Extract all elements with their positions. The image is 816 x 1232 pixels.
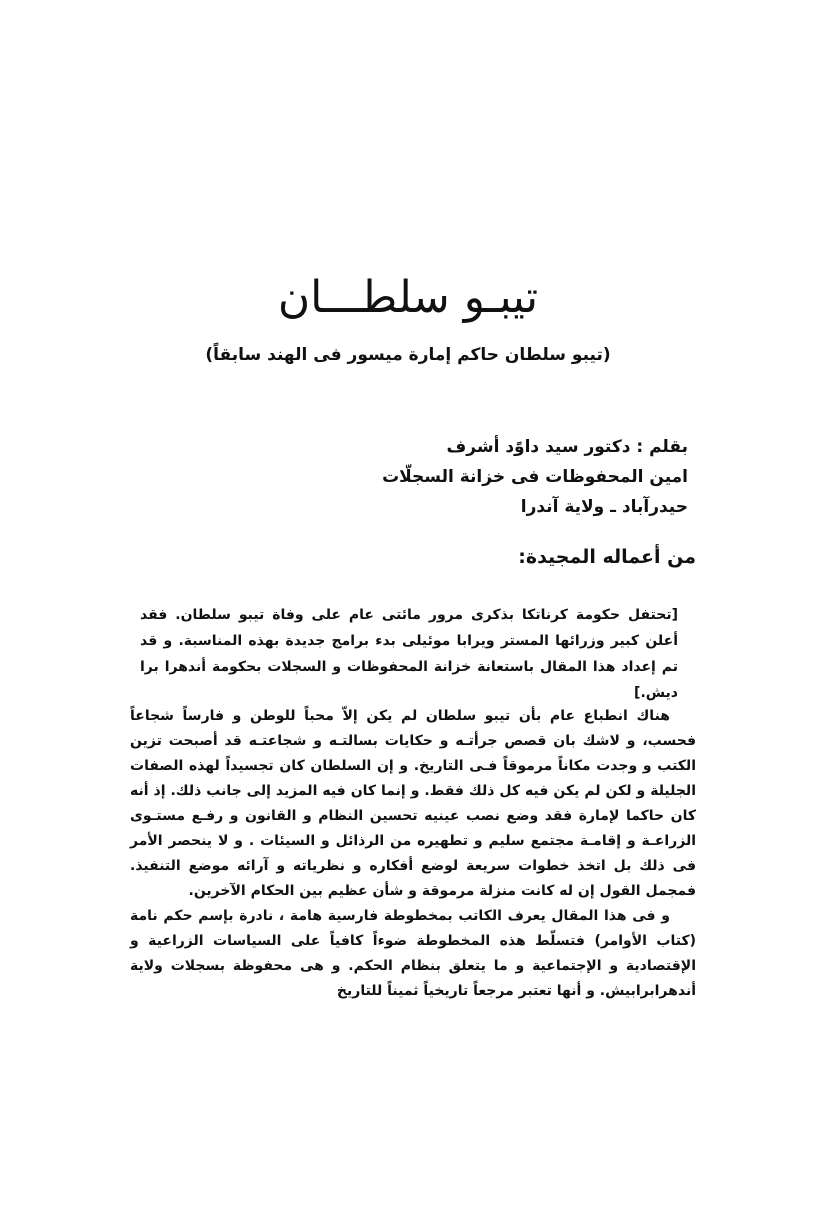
section-heading: من أعماله المجيدة: bbox=[518, 546, 696, 568]
body-text bbox=[130, 704, 696, 1004]
author-location: حيدرآباد ـ ولاية آندرا bbox=[520, 497, 688, 517]
article-title: تيبـو سلطـــان bbox=[277, 272, 539, 323]
article-subtitle: (تيبو سلطان حاكم إمارة ميسور فى الهند سابقاً) bbox=[205, 345, 611, 365]
author-position: امين المحفوظات فى خزانة السجلّات bbox=[382, 467, 688, 487]
author-name: بقلم : دكتور سيد داوًد أشرف bbox=[446, 437, 688, 457]
author-block bbox=[382, 432, 688, 522]
body-paragraph-2: و فى هذا المقال يعرف الكاتب بمخطوطة فارسية هامة ، نادرة بإسم حكم نامة (كتاب الأوامر) فتسلّط هذه المخطوطة ضوءاً كافياً على السياسات الزراعية و الإقتصادية و الإجتماعية و ما يتعلق بنظام الحكم. و هى محفوظة بسجلات ولاية أندهرابرابيش. و أنها تعتبر مرجعاً تاريخياً ثميناً للتاريخ bbox=[130, 908, 696, 999]
intro-note: [تحتفل حكومة كرناتكا بذكرى مرور مائتى عام على وفاة تيبو سلطان. فقد أعلن كبير وزرائها المستر ويرابا موئيلى بدء برامج جديدة بهذه المناسبة. و قد تم إعداد هذا المقال باستعانة خزانة المحفوظات و السجلات بحكومة أندهرا برا ديش.] bbox=[140, 607, 678, 701]
body-paragraph-1: هناك انطباع عام بأن تيبو سلطان لم يكن إلاّ محباً للوطن و فارساً شجاعاً فحسب، و لاشك بان قصص جرأتـه و حكايات بسالتـه و شجاعتـه قد أصبحت تزين الكتب و وجدت مكاناً مرموقاً فـى التاريخ. و إن السلطان كان تجسيداً لهذه الصفات الجليلة و لكن لم يكن فيه كل ذلك فقط. و إنما كان فيه المزيد إلى جانب ذلك. إذ أنه كان حاكما لإمارة فقد وضع نصب عينيه تحسين النظام و القانون و رفـع مستـوى الزراعـة و إقامـة مجتمع سليم و تطهيره من الرذائل و السيئات . و لا ينحصر الأمر فى ذلك بل اتخذ خطوات سريعة لوضع أفكاره و نظرياته و آرائه موضع التنفيذ. فمجمل القول إن له كانت منزلة مرموقة و شأن عظيم بين الحكام الآخرين. bbox=[130, 708, 696, 899]
